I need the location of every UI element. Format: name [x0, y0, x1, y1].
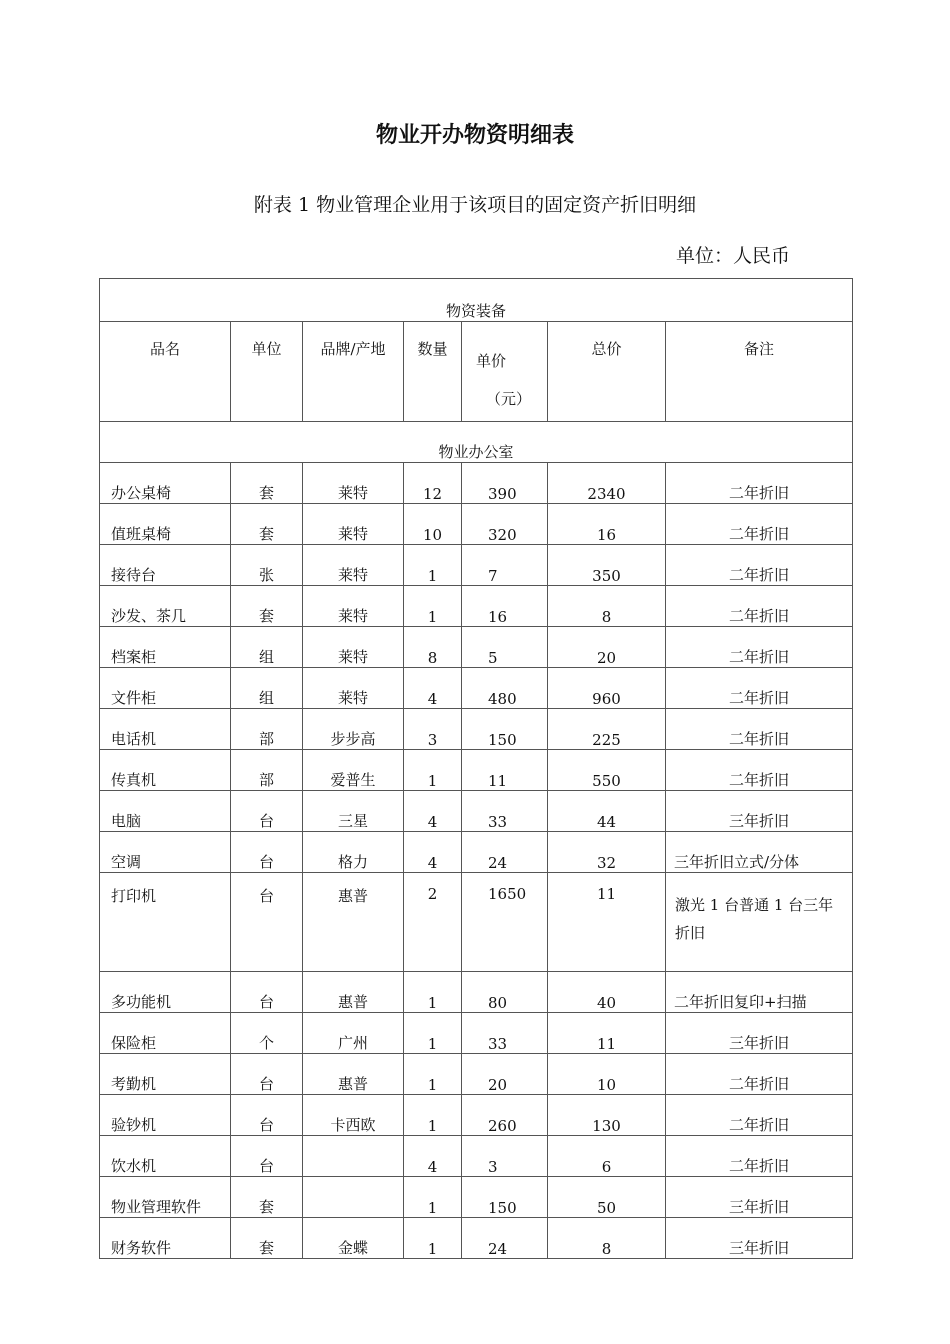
table-row	[100, 1177, 853, 1218]
table-row	[100, 1054, 853, 1095]
cell-note: 二年折旧	[666, 1095, 853, 1136]
cell-name: 文件柜	[100, 668, 231, 709]
cell-price: 480	[462, 668, 548, 709]
cell-total: 44	[548, 791, 666, 832]
cell-note: 二年折旧	[666, 504, 853, 545]
cell-note-line1: 激光 1 台普通 1 台三年	[675, 896, 834, 914]
cell-brand: 莱特	[303, 586, 404, 627]
cell-brand: 惠普	[303, 1054, 404, 1095]
cell-note: 二年折旧	[666, 1054, 853, 1095]
cell-unit: 组	[231, 627, 303, 668]
cell-unit: 套	[231, 504, 303, 545]
cell-total: 8	[548, 1218, 666, 1259]
cell-price: 24	[462, 832, 548, 873]
header-total: 总价	[548, 322, 666, 422]
cell-brand: 爱普生	[303, 750, 404, 791]
cell-unit: 部	[231, 750, 303, 791]
cell-note: 三年折旧立式/分体	[666, 832, 853, 873]
cell-price: 80	[462, 972, 548, 1013]
table-row	[100, 873, 853, 972]
table-row	[100, 668, 853, 709]
cell-name: 物业管理软件	[100, 1177, 231, 1218]
cell-name: 档案柜	[100, 627, 231, 668]
section-cell: 物业办公室	[100, 422, 853, 463]
cell-qty: 1	[404, 1177, 462, 1218]
cell-qty: 1	[404, 586, 462, 627]
cell-price: 7	[462, 545, 548, 586]
cell-name: 电脑	[100, 791, 231, 832]
cell-brand	[303, 1136, 404, 1177]
cell-brand: 莱特	[303, 463, 404, 504]
cell-name: 多功能机	[100, 972, 231, 1013]
cell-total: 225	[548, 709, 666, 750]
cell-qty: 10	[404, 504, 462, 545]
cell-qty: 4	[404, 832, 462, 873]
cell-note	[666, 873, 853, 972]
cell-qty: 1	[404, 972, 462, 1013]
currency-unit-label: 单位：人民币	[676, 245, 791, 267]
cell-total: 20	[548, 627, 666, 668]
table-row	[100, 586, 853, 627]
cell-brand: 卡西欧	[303, 1095, 404, 1136]
cell-price: 33	[462, 1013, 548, 1054]
cell-total: 10	[548, 1054, 666, 1095]
cell-unit: 组	[231, 668, 303, 709]
cell-qty: 1	[404, 545, 462, 586]
cell-name: 空调	[100, 832, 231, 873]
cell-total: 2340	[548, 463, 666, 504]
cell-brand: 三星	[303, 791, 404, 832]
cell-price: 260	[462, 1095, 548, 1136]
cell-qty: 4	[404, 668, 462, 709]
cell-price: 150	[462, 709, 548, 750]
cell-total: 50	[548, 1177, 666, 1218]
cell-unit: 台	[231, 832, 303, 873]
cell-name: 电话机	[100, 709, 231, 750]
cell-price: 5	[462, 627, 548, 668]
cell-qty: 1	[404, 1054, 462, 1095]
cell-unit: 部	[231, 709, 303, 750]
cell-unit: 台	[231, 873, 303, 972]
document-title: 物业开办物资明细表	[375, 123, 574, 148]
cell-total: 40	[548, 972, 666, 1013]
cell-price: 320	[462, 504, 548, 545]
table-row	[100, 791, 853, 832]
cell-unit: 套	[231, 1218, 303, 1259]
cell-note: 三年折旧	[666, 791, 853, 832]
cell-note: 二年折旧	[666, 586, 853, 627]
cell-brand: 格力	[303, 832, 404, 873]
cell-qty: 1	[404, 1013, 462, 1054]
asset-depreciation-table	[99, 278, 853, 1259]
table-row	[100, 972, 853, 1013]
cell-note: 二年折旧	[666, 1136, 853, 1177]
cell-note: 二年折旧复印+扫描	[666, 972, 853, 1013]
cell-note: 二年折旧	[666, 545, 853, 586]
cell-qty: 12	[404, 463, 462, 504]
cell-name: 沙发、茶几	[100, 586, 231, 627]
table-row	[100, 832, 853, 873]
cell-unit: 台	[231, 972, 303, 1013]
header-price-line1: 单价	[476, 352, 507, 370]
table-row	[100, 463, 853, 504]
cell-total: 550	[548, 750, 666, 791]
cell-brand	[303, 1177, 404, 1218]
cell-name: 办公桌椅	[100, 463, 231, 504]
table-row	[100, 1218, 853, 1259]
cell-price: 390	[462, 463, 548, 504]
banner-row	[100, 279, 853, 322]
cell-brand: 惠普	[303, 873, 404, 972]
section-row	[100, 422, 853, 463]
cell-note: 三年折旧	[666, 1177, 853, 1218]
cell-total: 8	[548, 586, 666, 627]
cell-total: 960	[548, 668, 666, 709]
table-row	[100, 545, 853, 586]
cell-note-line2: 折旧	[675, 924, 706, 942]
cell-name: 饮水机	[100, 1136, 231, 1177]
cell-qty: 8	[404, 627, 462, 668]
cell-name: 接待台	[100, 545, 231, 586]
table-row	[100, 709, 853, 750]
cell-qty: 3	[404, 709, 462, 750]
cell-price: 1650	[462, 873, 548, 972]
cell-total: 16	[548, 504, 666, 545]
cell-note: 二年折旧	[666, 709, 853, 750]
cell-brand: 莱特	[303, 545, 404, 586]
cell-price: 33	[462, 791, 548, 832]
banner-cell: 物资装备	[100, 279, 853, 322]
header-name: 品名	[100, 322, 231, 422]
cell-name: 验钞机	[100, 1095, 231, 1136]
cell-qty: 1	[404, 750, 462, 791]
cell-note: 二年折旧	[666, 668, 853, 709]
cell-note: 二年折旧	[666, 750, 853, 791]
cell-price: 16	[462, 586, 548, 627]
cell-price: 24	[462, 1218, 548, 1259]
cell-note: 二年折旧	[666, 463, 853, 504]
cell-note: 三年折旧	[666, 1013, 853, 1054]
header-brand: 品牌/产地	[303, 322, 404, 422]
cell-total: 130	[548, 1095, 666, 1136]
cell-unit: 台	[231, 1054, 303, 1095]
cell-brand: 金蝶	[303, 1218, 404, 1259]
document-subtitle: 附表 1 物业管理企业用于该项目的固定资产折旧明细	[253, 194, 697, 216]
cell-total: 6	[548, 1136, 666, 1177]
cell-name: 财务软件	[100, 1218, 231, 1259]
cell-qty: 1	[404, 1218, 462, 1259]
cell-qty: 1	[404, 1095, 462, 1136]
cell-unit: 套	[231, 463, 303, 504]
header-qty: 数量	[404, 322, 462, 422]
table-row	[100, 1136, 853, 1177]
cell-name: 值班桌椅	[100, 504, 231, 545]
cell-note: 二年折旧	[666, 627, 853, 668]
cell-qty: 4	[404, 1136, 462, 1177]
table-row	[100, 504, 853, 545]
cell-name: 考勤机	[100, 1054, 231, 1095]
cell-total: 32	[548, 832, 666, 873]
cell-qty: 2	[404, 873, 462, 972]
table-row	[100, 1013, 853, 1054]
cell-price: 20	[462, 1054, 548, 1095]
header-price	[462, 322, 548, 422]
header-row	[100, 322, 853, 422]
cell-total: 350	[548, 545, 666, 586]
cell-name: 传真机	[100, 750, 231, 791]
cell-unit: 套	[231, 1177, 303, 1218]
table-row	[100, 627, 853, 668]
cell-unit: 台	[231, 791, 303, 832]
header-note: 备注	[666, 322, 853, 422]
cell-qty: 4	[404, 791, 462, 832]
cell-price: 11	[462, 750, 548, 791]
cell-brand: 惠普	[303, 972, 404, 1013]
cell-total: 11	[548, 873, 666, 972]
cell-price: 3	[462, 1136, 548, 1177]
cell-unit: 套	[231, 586, 303, 627]
cell-brand: 莱特	[303, 668, 404, 709]
cell-unit: 台	[231, 1136, 303, 1177]
cell-brand: 步步高	[303, 709, 404, 750]
header-price-line2: （元）	[486, 390, 532, 408]
cell-note: 三年折旧	[666, 1218, 853, 1259]
table-row	[100, 750, 853, 791]
header-unit: 单位	[231, 322, 303, 422]
cell-brand: 莱特	[303, 504, 404, 545]
cell-brand: 广州	[303, 1013, 404, 1054]
cell-unit: 张	[231, 545, 303, 586]
cell-name: 保险柜	[100, 1013, 231, 1054]
cell-unit: 台	[231, 1095, 303, 1136]
table-row	[100, 1095, 853, 1136]
cell-total: 11	[548, 1013, 666, 1054]
cell-unit: 个	[231, 1013, 303, 1054]
cell-name: 打印机	[100, 873, 231, 972]
cell-price: 150	[462, 1177, 548, 1218]
cell-brand: 莱特	[303, 627, 404, 668]
